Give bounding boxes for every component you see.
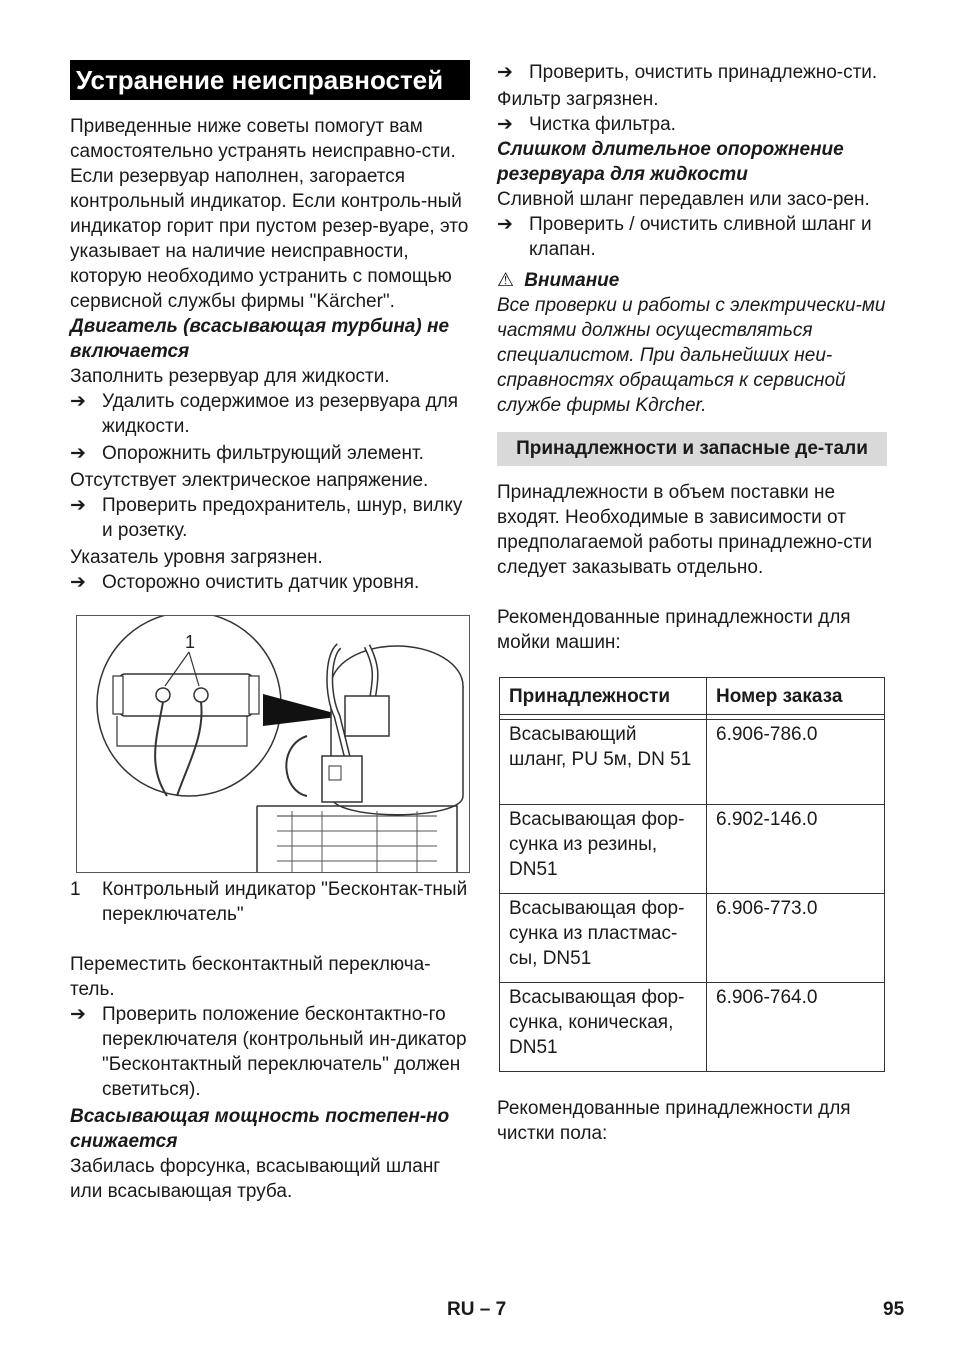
remedy-item: ➔ Осторожно очистить датчик уровня.: [70, 572, 420, 593]
section-marker: RU – 7: [447, 1299, 507, 1320]
legend-text: Контрольный индикатор "Бесконтак-тный переключатель": [102, 879, 468, 925]
arrow-icon: ➔: [70, 391, 86, 412]
remedy-item: ➔ Опорожнить фильтрующий элемент.: [70, 443, 424, 464]
intro-paragraph-1: Приведенные ниже советы помогут вам самостоятельно устранять неисправно-сти.: [70, 116, 456, 162]
fault-line: Переместить бесконтактный переключа-тель.: [70, 954, 431, 1000]
intro-paragraph-2: Если резервуар наполнен, загорается контрольный индикатор. Если контроль-ный индикатор горит при пустом резер-вуаре, это указывает на наличие неисправности, которую необходимо устранить с помощью сервисной службы фирмы "Kärcher".: [70, 166, 469, 312]
left-column: [70, 60, 470, 1204]
fault-line: Фильтр загрязнен.: [497, 89, 659, 110]
recommended-floor: Рекомендованные принадлежности для чистки пола:: [497, 1098, 851, 1144]
fault-line: Сливной шланг передавлен или засо-рен.: [497, 189, 870, 210]
subheading-motor: Двигатель (всасывающая турбина) не включается: [70, 316, 450, 362]
right-column: [497, 60, 887, 1146]
arrow-icon: ➔: [70, 443, 86, 464]
table-row: Всасывающая фор-сунка из резины, DN51 6.902-146.0: [500, 805, 885, 894]
page-number: 95: [883, 1299, 905, 1320]
remedy-item: ➔ Проверить / очистить сливной шланг и клапан.: [497, 214, 872, 260]
column-header: Принадлежности: [500, 678, 707, 715]
fault-line: Заполнить резервуар для жидкости.: [70, 366, 390, 387]
arrow-icon: ➔: [497, 114, 513, 135]
arrow-icon: ➔: [497, 62, 513, 83]
remedy-item: ➔ Проверить предохранитель, шнур, вилку и розетку.: [70, 495, 463, 541]
legend-number: 1: [70, 879, 81, 900]
warning-title: ⚠ Внимание: [497, 270, 620, 291]
subheading-suction: Всасывающая мощность постепен-но снижается: [70, 1106, 450, 1152]
fault-line: Отсутствует электрическое напряжение.: [70, 470, 429, 491]
remedy-item: ➔ Чистка фильтра.: [497, 114, 676, 135]
accessories-heading: Принадлежности и запасные де-тали: [497, 432, 887, 466]
accessories-paragraph: Принадлежности в объем поставки не входят. Необходимые в зависимости от предполагаемой работы принадлежно-сти следует заказывать отдельно.: [497, 482, 873, 578]
table-row: Всасывающий шланг, PU 5м, DN 51 6.906-786.0: [500, 720, 885, 805]
device-illustration: [76, 615, 470, 873]
subheading-drain: Слишком длительное опорожнение резервуара для жидкости: [497, 139, 844, 185]
recommended-car-wash: Рекомендованные принадлежности для мойки машин:: [497, 607, 851, 653]
fault-line: Указатель уровня загрязнен.: [70, 547, 323, 568]
warning-icon: ⚠: [497, 270, 515, 291]
remedy-item: ➔ Удалить содержимое из резервуара для жидкости.: [70, 391, 459, 437]
accessories-table: [499, 677, 885, 1072]
figure-legend: [70, 877, 470, 927]
table-row: Всасывающая фор-сунка, коническая, DN51 6.906-764.0: [500, 983, 885, 1072]
section-heading: Устранение неисправностей: [70, 60, 470, 100]
fault-line: Забилась форсунка, всасывающий шланг или всасывающая труба.: [70, 1156, 441, 1202]
vacuum-cleaner-illustration: [77, 616, 469, 872]
table-header-row: [500, 678, 885, 715]
column-header: Номер заказа: [707, 678, 885, 715]
arrow-icon: ➔: [70, 1004, 86, 1025]
arrow-icon: ➔: [70, 495, 86, 516]
remedy-item: ➔ Проверить положение бесконтактно-го переключателя (контрольный ин-дикатор "Бесконтактный переключатель" должен светиться).: [70, 1004, 467, 1100]
arrow-icon: ➔: [497, 214, 513, 235]
arrow-icon: ➔: [70, 572, 86, 593]
warning-text: Все проверки и работы с электрически-ми частями должны осуществляться специалистом. При дальнейших неи-справностях обращаться к сервисной службе фирмы Kдrcher.: [497, 295, 886, 416]
remedy-item: ➔ Проверить, очистить принадлежно-сти.: [497, 62, 878, 83]
callout-number: 1: [185, 632, 196, 652]
table-row: Всасывающая фор-сунка из пластмас-сы, DN51 6.906-773.0: [500, 894, 885, 983]
